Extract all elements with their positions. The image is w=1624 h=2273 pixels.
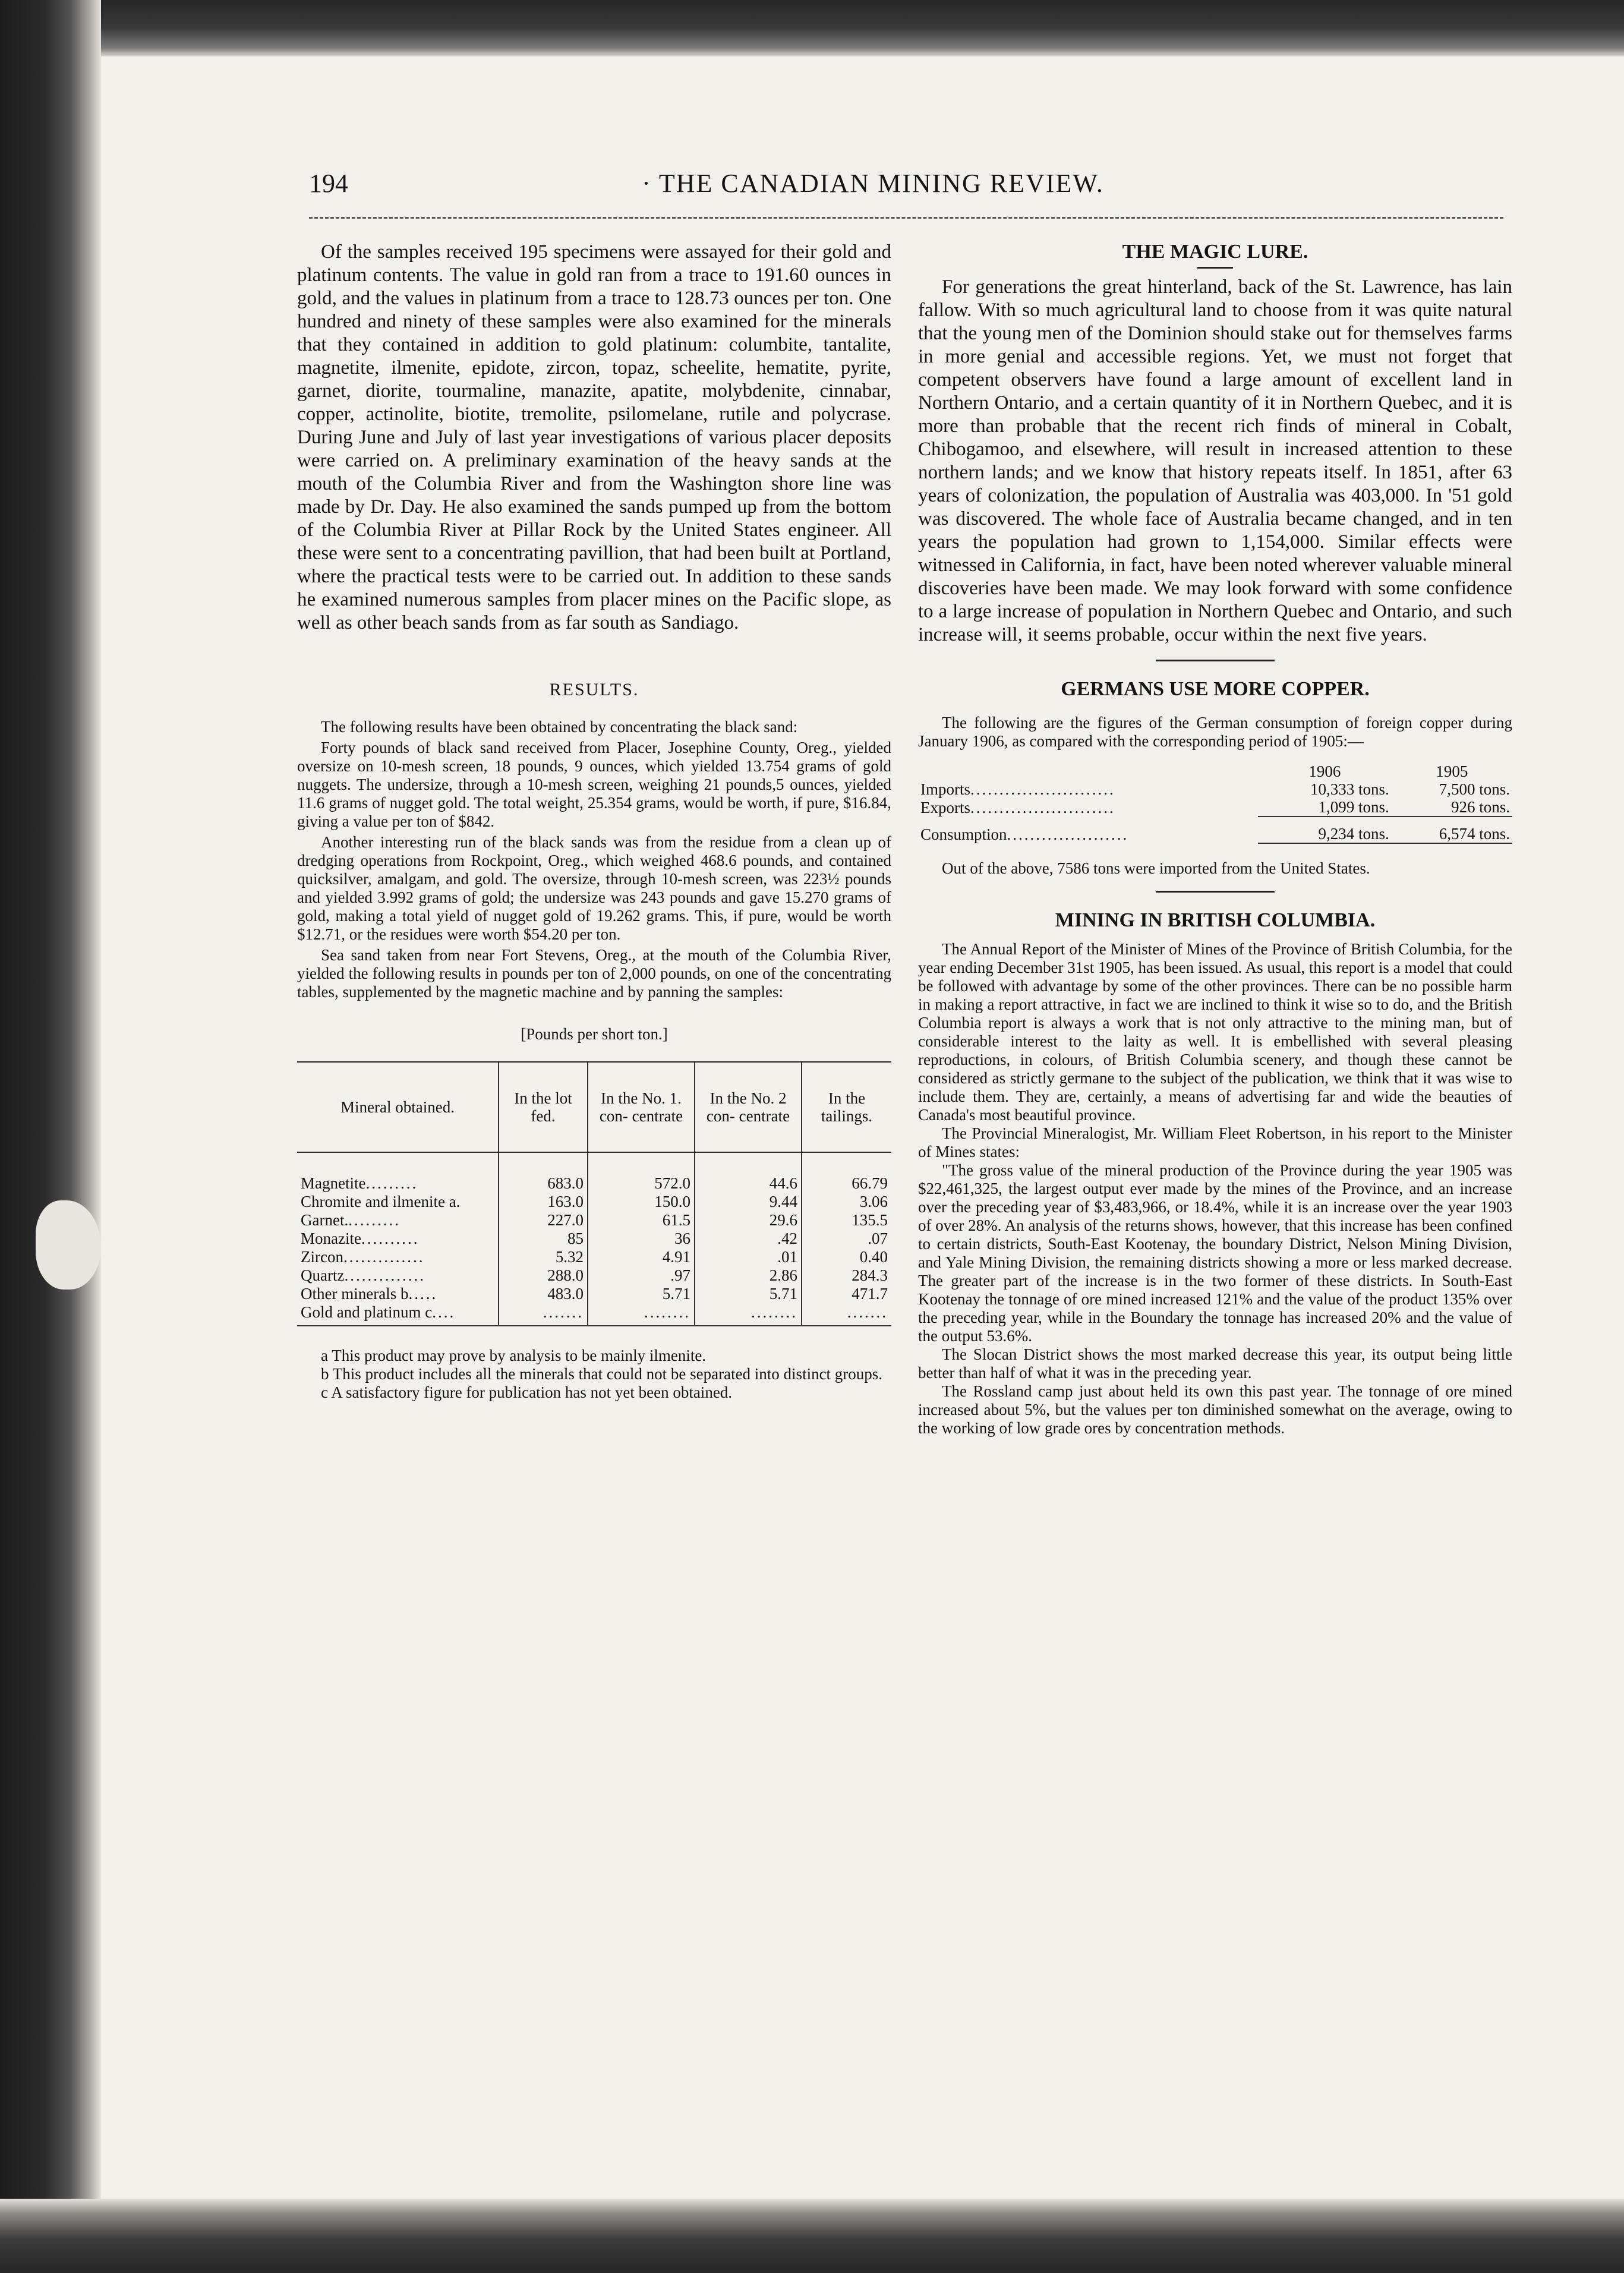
cell-1905: 6,574 tons.: [1392, 825, 1512, 843]
cell-no1: 150.0: [588, 1193, 695, 1211]
table-row: [297, 1303, 891, 1326]
cell-lot: 683.0: [499, 1174, 588, 1193]
label-exports: Exports: [920, 798, 970, 816]
cell-tailings: 3.06: [802, 1193, 891, 1211]
year-1905: 1905: [1436, 762, 1468, 780]
cell-tailings: 66.79: [802, 1174, 891, 1193]
section-separator: [1156, 660, 1275, 661]
table-row: [297, 1211, 891, 1229]
mineral-label: Gold and platinum c: [301, 1303, 433, 1321]
year-1906: 1906: [1308, 762, 1341, 780]
cell-tailings: 471.7: [802, 1285, 891, 1303]
copper-row-label: Consumption.....................: [920, 825, 1129, 843]
table-spacer-row: [297, 1152, 891, 1174]
cell-no1: .97: [588, 1266, 695, 1285]
germans-note: Out of the above, 7586 tons were imported from the United States.: [942, 859, 1370, 877]
col-header-no1: In the No. 1. con- centrate: [588, 1063, 695, 1152]
table-row: [297, 1266, 891, 1285]
cell-lot: 5.32: [499, 1248, 588, 1266]
mineral-name: Monazite..........: [301, 1229, 420, 1247]
page-number: 194: [309, 169, 348, 198]
cell-no2: .42: [695, 1229, 802, 1248]
mineral-name: Zircon..............: [301, 1248, 425, 1266]
footnote-a: a This product may prove by analysis to be mainly ilmenite.: [321, 1347, 707, 1364]
cell-no1: 4.91: [588, 1248, 695, 1266]
table-row: [297, 1174, 891, 1193]
cell-no2: 29.6: [695, 1211, 802, 1229]
germans-intro: The following are the figures of the German consumption of foreign copper during January 1906, as compared with the corresponding period of 1905:—: [918, 714, 1512, 750]
copper-row: [918, 825, 1512, 843]
cell-no1: 61.5: [588, 1211, 695, 1229]
scan-shadow-top: [0, 0, 1624, 56]
cell-1905: 7,500 tons.: [1439, 780, 1510, 798]
col-header-no2: In the No. 2 con- centrate: [695, 1063, 802, 1152]
mineral-label: Quartz: [301, 1266, 345, 1284]
cell-no2: 2.86: [695, 1266, 802, 1285]
running-title: · THE CANADIAN MINING REVIEW.: [642, 169, 1104, 198]
cell-lot: 85: [499, 1229, 588, 1248]
scan-shadow-left: [0, 0, 101, 2273]
mineral-name: Quartz..............: [301, 1266, 425, 1284]
cell-no1: 572.0: [588, 1174, 695, 1193]
mineral-label: Garnet.: [301, 1211, 349, 1229]
table-row: [297, 1248, 891, 1266]
copper-table: [918, 762, 1512, 844]
intro-paragraph: Of the samples received 195 specimens were assayed for their gold and platinum contents. The value in gold ran from a trace to 191.60 ounces in gold, and the values in platinum from a trace to 128.73 ounces per ton. One hundred and ninety of these samples were also examined for the minerals that they contained in addition to gold platinum: columbite, tantalite, magnetite, ilmenite, epidote, zircon, topaz, scheelite, hematite, pyrite, garnet, diorite, tourmaline, manazite, apatite, molybdenite, cinnabar, copper, actinolite, biotite, tremolite, psilomelane, rutile and polycrase. During June and July of last year investigations of various placer deposits were carried on. A preliminary examination of the heavy sands at the mouth of the Columbia River and from the Washington shore line was made by Dr. Day. He also examined the sands pumped up from the bottom of the Columbia River at Pillar Rock by the United States engineer. All these were sent to a concentrating pavillion, that had been built at Portland, where the practical tests were to be carried out. In addition to these sands he examined numerous samples from placer mines on the Pacific slope, as well as other beach sands from as far south as Sandiago.: [297, 241, 891, 633]
cell-1906: 1,099 tons.: [1258, 798, 1392, 816]
page-header: [309, 168, 1503, 204]
cell-tailings: 284.3: [802, 1266, 891, 1285]
mineral-name: Chromite and ilmenite a.: [301, 1193, 461, 1210]
cell-lot: 483.0: [499, 1285, 588, 1303]
cell-lot: 163.0: [499, 1193, 588, 1211]
copper-year-row: [918, 762, 1512, 780]
footnote-b: b This product includes all the minerals that could not be separated into distinct groups.: [321, 1365, 883, 1383]
cell-lot: 288.0: [499, 1266, 588, 1285]
right-column: [918, 241, 1512, 1437]
table-row: [297, 1229, 891, 1248]
cell-no2: 9.44: [695, 1193, 802, 1211]
cell-1906: 10,333 tons.: [1310, 780, 1389, 798]
copper-row-label: Exports.........................: [920, 798, 1115, 816]
results-paragraph-2: Forty pounds of black sand received from Placer, Josephine County, Oreg., yielded oversize on 10-mesh screen, 18 pounds, 9 ounces, which yielded 13.754 grams of gold nuggets. The undersize, through a 10-mesh screen, weighing 21 pounds,5 ounces, yielded 11.6 grams of nugget gold. The total weight, 25.354 grams, would be worth, if pure, $16.84, giving a value per ton of $842.: [297, 739, 891, 830]
magic-lure-text: For generations the great hinterland, back of the St. Lawrence, has lain fallow. With so much agricultural land to choose from it was quite natural that the young men of the Dominion should stake out for themselves farms in more genial and accessible regions. Yet, we must not forget that competent observers have found a large amount of excellent land in Northern Ontario, and a certain quantity of it in Northern Quebec, and it is more than probable that the recent rich finds of mineral in Cobalt, Chibogamoo, and elsewhere, will result in increased attention to these northern lands; and we know that history repeats itself. In 1851, after 63 years of colonization, the population of Australia was 403,000. In '51 gold was discovered. The whole face of Australia became changed, and in ten years the population had grown to 1,154,000. Similar effects were witnessed in California, in fact, have been noted wherever valuable mineral discoveries have been made. We may look forward with some confidence to a large increase of population in Northern Quebec and Ontario, and such increase will, it seems probable, occur within the next five years.: [918, 276, 1512, 645]
cell-lot: .......: [499, 1303, 588, 1326]
mineral-name: Garnet..........: [301, 1211, 401, 1229]
minerals-table: [297, 1063, 891, 1326]
cell-no2: 5.71: [695, 1285, 802, 1303]
bc-paragraph-1: The Annual Report of the Minister of Mines of the Province of British Columbia, for the year ending December 31st 1905, has been issued. As usual, this report is a model that could be followed with advantage by some of the other provinces. There can be no possible harm in making a report attractive, in fact we are inclined to think it wise so to do, and the British Columbia report is always a work that is not only attractive to the mining man, but of considerable interest to the laity as well. It is embellished with several pleasing reproductions, in colours, of British Columbia scenery, and though these cannot be considered as strictly germane to the subject of the publication, we think that it was wise to include them. They are, certainly, a means of advertising far and wide the beauties of Canada's most beautiful province.: [918, 940, 1512, 1124]
cell-no1: 5.71: [588, 1285, 695, 1303]
results-paragraph-1: The following results have been obtained by concentrating the black sand:: [321, 718, 798, 736]
mineral-name: Other minerals b.....: [301, 1285, 438, 1303]
bc-paragraph-2: The Provincial Mineralogist, Mr. William Fleet Robertson, in his report to the Minister of Mines states:: [918, 1124, 1512, 1161]
cell-tailings: .......: [802, 1303, 891, 1326]
mineral-label: Zircon: [301, 1248, 343, 1266]
copper-row-label: Imports.........................: [920, 780, 1115, 798]
left-column: [297, 241, 891, 1402]
scan-shadow-bottom: [0, 2199, 1624, 2273]
label-consumption: Consumption: [920, 825, 1007, 843]
table-row: [297, 1193, 891, 1211]
bc-paragraph-3: "The gross value of the mineral production of the Province during the year 1905 was $22,461,325, the largest output ever made by the mines of the Province, and an increase over the preceding year of $3,483,966, or 18.4%, while it is an increase over the year 1903 of over 28%. An analysis of the returns shows, however, that this increase has been confined to certain districts, South-East Kootenay, the boundary District, Nelson Mining Division, and Yale Mining Division, the remaining districts showing a more or less marked decrease. The greater part of the increase is in the two former of these districts. In South-East Kootenay the tonnage of ore mined increased 121% and the value of the product 135% over the preceding year, while in the Boundary the tonnage has increased 20% and the value of the output 53.6%.: [918, 1161, 1512, 1345]
bc-paragraph-4: The Slocan District shows the most marked decrease this year, its output being little better than half of what it was in the preceding year.: [918, 1345, 1512, 1382]
table-header-row: [297, 1063, 891, 1152]
cell-no1: ........: [588, 1303, 695, 1326]
cell-no2: ........: [695, 1303, 802, 1326]
copper-row: [918, 780, 1512, 798]
cell-tailings: 0.40: [802, 1248, 891, 1266]
results-paragraph-3: Another interesting run of the black sands was from the residue from a clean up of dredging operations from Rockpoint, Oreg., which weighed 468.6 pounds, and contained quicksilver, amalgam, and gold. The oversize, through 10-mesh screen, was 223½ pounds and yielded 3.992 grams of gold; the undersize was 243 pounds and gave 15.270 grams of gold, making a total yield of nugget gold of 19.262 grams. This, if pure, would be worth $12.71, or the residues were worth $54.20 per ton.: [297, 833, 891, 943]
header-rule: [309, 217, 1503, 219]
heading-rule: [1197, 267, 1233, 269]
cell-lot: 227.0: [499, 1211, 588, 1229]
cell-tailings: 135.5: [802, 1211, 891, 1229]
table-caption: [Pounds per short ton.]: [521, 1025, 668, 1043]
mineral-label: Magnetite: [301, 1174, 366, 1192]
germans-heading: GERMANS USE MORE COPPER.: [1061, 678, 1370, 700]
cell-1905: 926 tons.: [1392, 798, 1512, 816]
bc-paragraph-5: The Rossland camp just about held its own this past year. The tonnage of ore mined increased about 5%, but the values per ton diminished somewhat on the average, owing to the working of low grade ores by concentration methods.: [918, 1382, 1512, 1437]
table-row: [297, 1285, 891, 1303]
col-header-tailings: In the tailings.: [802, 1063, 891, 1152]
bc-heading: MINING IN BRITISH COLUMBIA.: [1055, 909, 1376, 931]
results-heading: RESULTS.: [549, 680, 639, 699]
footnote-c: c A satisfactory figure for publication has not yet been obtained.: [321, 1383, 733, 1401]
cell-no2: 44.6: [695, 1174, 802, 1193]
cell-no2: .01: [695, 1248, 802, 1266]
cell-1906: 9,234 tons.: [1258, 825, 1392, 843]
cell-tailings: .07: [802, 1229, 891, 1248]
magic-lure-heading: THE MAGIC LURE.: [1122, 241, 1308, 263]
copper-row: [918, 798, 1512, 816]
mineral-label: Monazite: [301, 1229, 361, 1247]
copper-spacer: [918, 816, 1512, 825]
section-separator: [1156, 891, 1275, 893]
label-imports: Imports: [920, 780, 970, 798]
col-header-mineral: Mineral obtained.: [297, 1063, 499, 1152]
cell-no1: 36: [588, 1229, 695, 1248]
mineral-name: Magnetite.........: [301, 1174, 418, 1192]
mineral-label: Other minerals b: [301, 1285, 409, 1303]
mineral-name: Gold and platinum c....: [297, 1303, 499, 1326]
col-header-lot: In the lot fed.: [499, 1063, 588, 1152]
results-paragraph-4: Sea sand taken from near Fort Stevens, Oreg., at the mouth of the Columbia River, yielded the following results in pounds per ton of 2,000 pounds, on one of the concentrating tables, supplemented by the magnetic machine and by panning the samples:: [297, 946, 891, 1001]
